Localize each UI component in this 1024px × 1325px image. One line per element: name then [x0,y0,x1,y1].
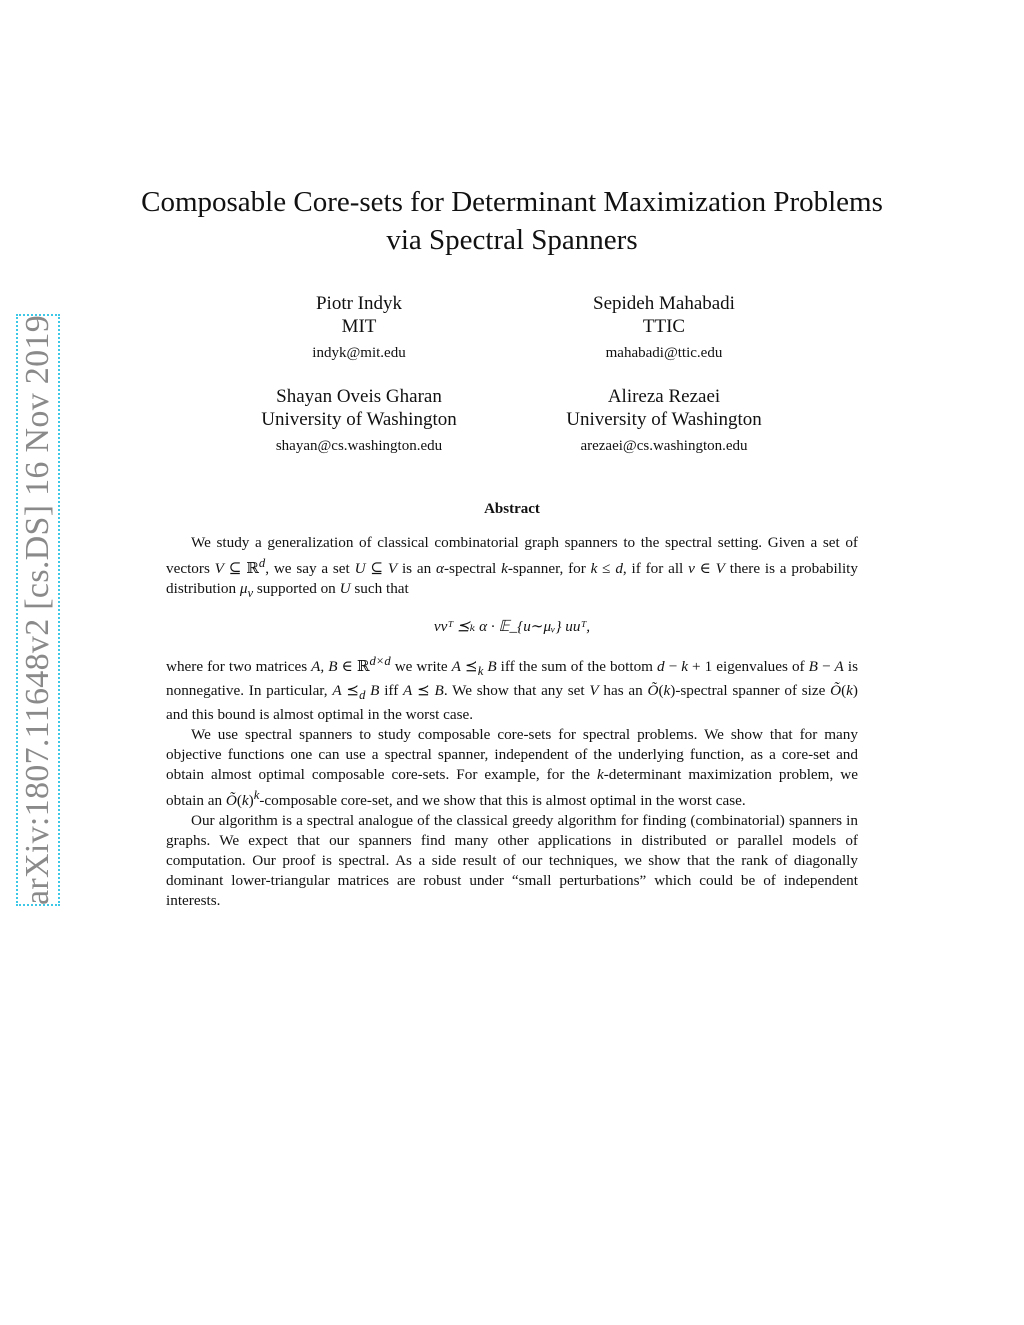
abstract-heading: Abstract [484,501,540,517]
author-email[interactable]: indyk@mit.edu [312,345,406,361]
author-block-3 [199,385,519,456]
paper-title [0,183,1024,259]
author-block-4 [504,385,824,456]
author-email[interactable]: shayan@cs.washington.edu [275,438,443,454]
author-block-2 [504,292,824,363]
author-affiliation: TTIC [642,316,686,337]
display-equation: vvᵀ ⪯ₖ α · 𝔼_{u∼μᵥ} uuᵀ, [433,618,591,636]
author-affiliation: University of Washington [566,409,762,430]
abstract-paragraph-2-text: We use spectral spanners to study composable core-sets for spectral problems. We show that for many objective functions one can use a spectral spanner, independent of the underlying function, as a core-set and obtain almost optimal composable core-sets. [166,726,858,784]
author-email[interactable]: mahabadi@ttic.edu [605,345,723,361]
author-name: Piotr Indyk [315,293,403,314]
arxiv-identifier: arXiv:1807.11648v2 [cs.DS] 16 Nov 2019 [19,315,56,905]
title-line-2: via Spectral Spanners [386,224,638,256]
title-line-1: Composable Core-sets for Determinant Maximization Problems [141,186,883,218]
author-block-1 [199,292,519,363]
author-name: Alireza Rezaei [607,386,721,407]
abstract-body [166,533,858,911]
author-name: Sepideh Mahabadi [593,293,735,314]
abstract-paragraph-2: We use spectral spanners to study composable core-sets for spectral problems. We show that for many objective functions one can use a spectral spanner, independent of the underlying function, as a core-set and obtain almost optimal composable core-sets. For example, for the k-determinant maximization problem, we obtain an $Õ(k)^k$-composable core-set, and we show that this is almost optimal in the worst case. [166,726,859,810]
arxiv-side-stamp [16,314,60,906]
author-email[interactable]: arezaei@cs.washington.edu [580,438,748,454]
author-affiliation: University of Washington [261,409,457,430]
author-affiliation: MIT [341,316,377,337]
abstract-paragraph-1-continued: where for two matrices A, B ∈ ℝ$^{d\times d}$ we write A $⪯_k$ B iff the sum of the bottom d − k + 1 eigenvalues of B − A is nonnegative. In particular, A $⪯_d$ B iff A ⪯ B. We show that any set V has an Õ(k)-spectral spanner of size Õ(k) and this bound is almost optimal in the worst case. [166,654,858,724]
abstract-paragraph-1: We study a generalization of classical combinatorial graph spanners to the spectral setting. Given a set of vectors V ⊆ ℝ$^d$, we say a set U ⊆ V is an α-spectral k-spanner, for k ≤ d, if for all v ∈ V there is a probability distribution $\mu_v$ supported on U such that [166,534,858,601]
author-name: Shayan Oveis Gharan [276,386,442,407]
abstract-paragraph-3: Our algorithm is a spectral analogue of the classical greedy algorithm for finding (combinatorial) spanners in graphs. We expect that our spanners find many other applications in distributed or parallel models of computation. Our proof is spectral. As a side result of our techniques, we show that the rank of diagonally dominant lower-triangular matrices are robust under “small perturbations” which could be of independent interests. [166,812,858,910]
